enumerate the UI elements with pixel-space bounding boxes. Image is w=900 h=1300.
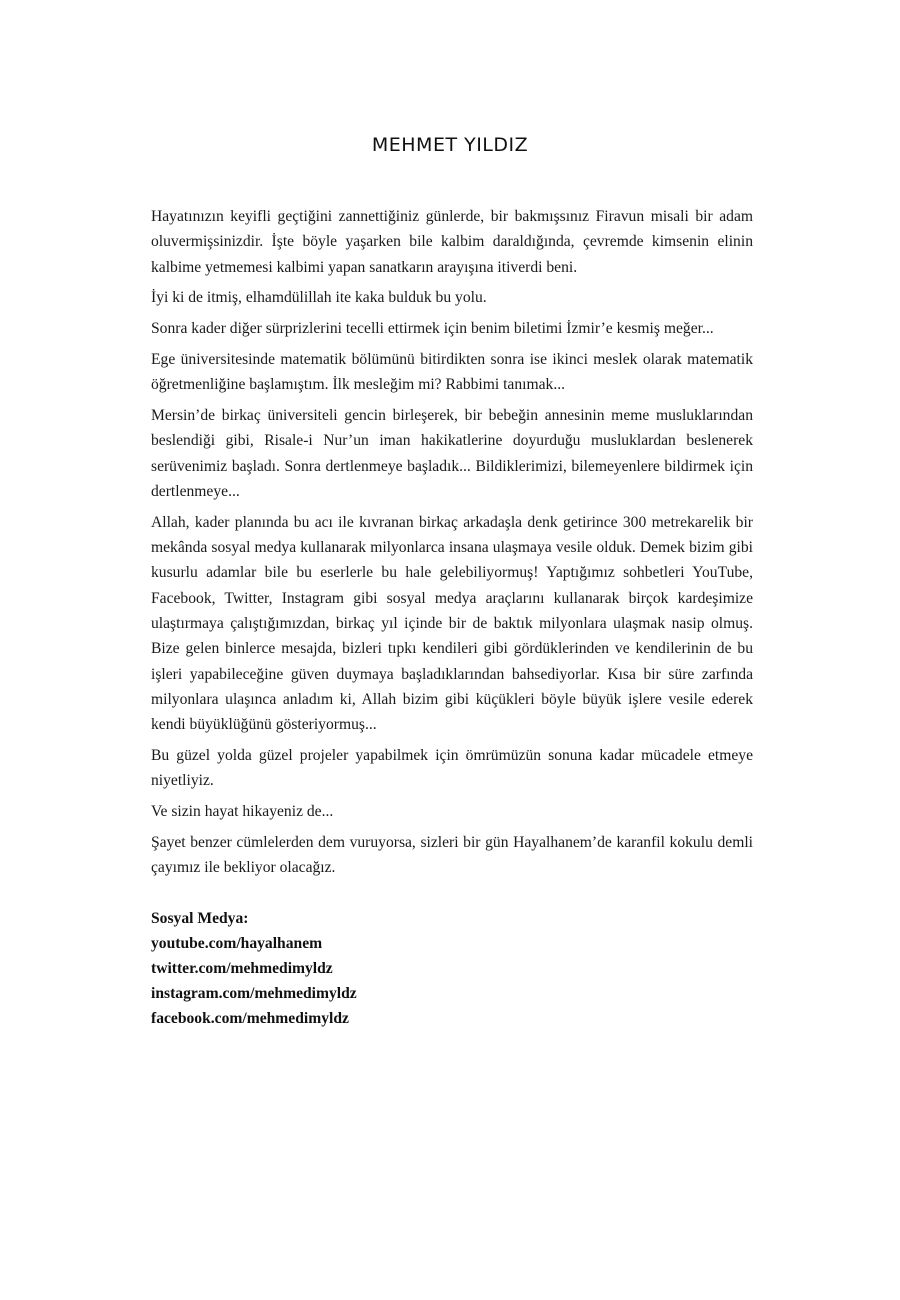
social-link-instagram: instagram.com/mehmedimyldz bbox=[151, 985, 357, 1002]
paragraph: Allah, kader planında bu acı ile kıvranan birkaç arkadaşla denk getirince 300 metrekarelik bir mekânda sosyal medya kullanarak milyonlarca insana ulaşmaya vesile olduk. Demek bizim gibi kusurlu adamlar bile bu eserlerle bu hale gelebiliyormuş! Yaptığımız sohbetleri YouTube, Facebook, Twitter, Instagram gibi sosyal medya araçlarını kullanarak birçok kardeşimize ulaştırmaya çalıştığımızdan, birkaç yıl içinde bir de baktık milyonlara ulaşmak nasip olmuş. Bize gelen binlerce mesajda, bizleri tıpkı kendileri gibi gördüklerinden ve kendilerinin de bu işleri yapabileceğine güven duymaya başladıklarından bahsediyorlar. Kısa bir süre zarfında milyonlara ulaşınca anladım ki, Allah bizim gibi küçükleri böyle büyük işlere vesile ederek kendi büyüklüğünü gösteriyormuş... bbox=[151, 513, 753, 734]
social-media-heading: Sosyal Medya: bbox=[151, 910, 249, 927]
paragraph: Ve sizin hayat hikayeniz de... bbox=[151, 803, 334, 821]
social-link-youtube: youtube.com/hayalhanem bbox=[151, 935, 323, 952]
paragraph: Bu güzel yolda güzel projeler yapabilmek için ömrümüzün sonuna kadar mücadele etmeye niyetliyiz. bbox=[151, 746, 753, 790]
paragraph: Mersin’de birkaç üniversiteli gencin birleşerek, bir bebeğin annesinin meme musluklarından beslendiği gibi, Risale-i Nur’un iman hakikatlerine doyurduğu musluklardan beslenerek serüvenimiz başladı. Sonra dertlenmeye başladık... Bildiklerimizi, bilemeyenlere bildirmek için dertlenmeye... bbox=[151, 407, 753, 500]
paragraph: Hayatınızın keyifli geçtiğini zannettiğiniz günlerde, bir bakmışsınız Firavun misali bir adam oluvermişsinizdir. İşte böyle yaşarken bile kalbim daraldığında, çevremde kimsenin elinin kalbime yetmemesi kalbimi yapan sanatkarın arayışına itiverdi beni. bbox=[151, 208, 753, 276]
paragraph: Ege üniversitesinde matematik bölümünü bitirdikten sonra ise ikinci meslek olarak matematik öğretmenliğine başlamıştım. İlk mesleğim mi? Rabbimi tanımak... bbox=[151, 350, 753, 394]
paragraph: İyi ki de itmiş, elhamdülillah ite kaka bulduk bu yolu. bbox=[151, 289, 487, 307]
paragraph: Sonra kader diğer sürprizlerini tecelli ettirmek için benim biletimi İzmir’e kesmiş meğer... bbox=[151, 320, 714, 338]
biography-text bbox=[151, 204, 753, 886]
social-link-facebook: facebook.com/mehmedimyldz bbox=[151, 1010, 349, 1027]
social-media-block bbox=[151, 906, 651, 1031]
paragraph: Şayet benzer cümlelerden dem vuruyorsa, sizleri bir gün Hayalhanem’de karanfil kokulu demli çayımız ile bekliyor olacağız. bbox=[151, 833, 753, 877]
social-link-twitter: twitter.com/mehmedimyldz bbox=[151, 960, 333, 977]
author-name-heading: MEHMET YILDIZ bbox=[371, 134, 529, 156]
